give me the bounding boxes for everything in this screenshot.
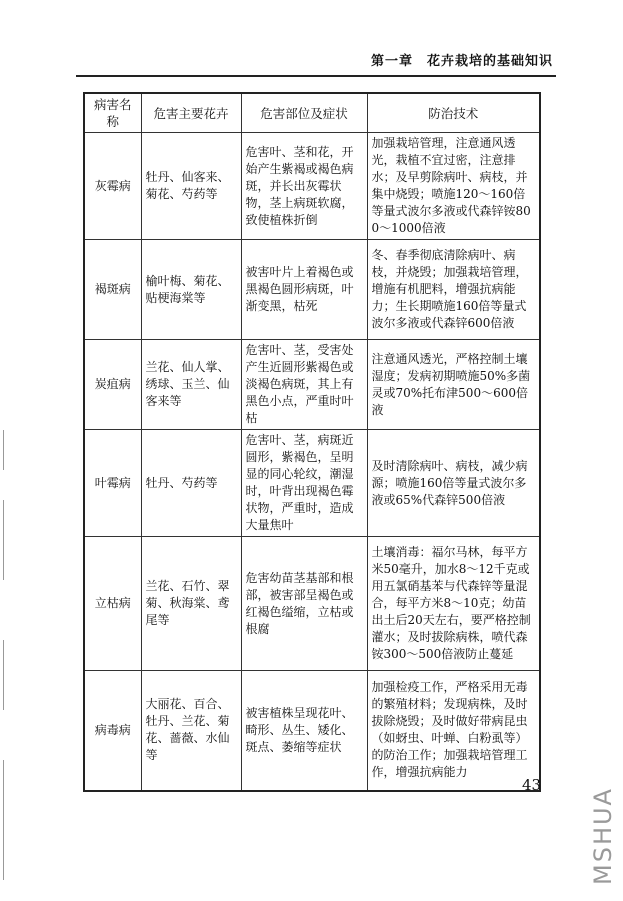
header-rule xyxy=(76,75,556,77)
host-flowers-cell: 兰花、石竹、翠菊、秋海棠、鸢尾等 xyxy=(141,537,241,671)
host-flowers-cell: 兰花、仙人掌、绣球、玉兰、仙客来等 xyxy=(141,340,241,430)
symptoms-cell: 被害植株呈现花叶、畸形、丛生、矮化、斑点、萎缩等症状 xyxy=(241,671,367,791)
table-row xyxy=(84,340,540,430)
host-flowers-cell: 牡丹、仙客来、菊花、芍药等 xyxy=(141,133,241,240)
margin-line xyxy=(3,640,4,710)
disease-name-cell: 褐斑病 xyxy=(84,240,141,340)
column-header: 病害名称 xyxy=(84,93,141,133)
symptoms-cell: 危害幼苗茎基部和根部，被害部呈褐色或红褐色缢缩，立枯或根腐 xyxy=(241,537,367,671)
watermark: MSHUA xyxy=(589,787,617,885)
table-row xyxy=(84,671,540,791)
control-method-cell: 加强栽培管理，注意通风透光，栽植不宜过密，注意排水；及早剪除病叶、病枝，并集中烧毁；喷施120～160倍等量式波尔多液或代森锌铵800～1000倍液 xyxy=(367,133,540,240)
host-flowers-cell: 大丽花、百合、牡丹、兰花、菊花、蔷薇、水仙等 xyxy=(141,671,241,791)
column-header: 危害部位及症状 xyxy=(241,93,367,133)
host-flowers-cell: 牡丹、芍药等 xyxy=(141,430,241,537)
margin-line xyxy=(3,500,4,580)
table-header-row xyxy=(84,93,540,133)
column-header: 防治技术 xyxy=(367,93,540,133)
disease-name-cell: 叶霉病 xyxy=(84,430,141,537)
control-method-cell: 加强检疫工作，严格采用无毒的繁殖材料；发现病株，及时拔除烧毁；及时做好带病昆虫（如蚜虫、叶蝉、白粉虱等）的防治工作；加强栽培管理工作，增强抗病能力 xyxy=(367,671,540,791)
table-row xyxy=(84,537,540,671)
table-row xyxy=(84,240,540,340)
running-header: 第一章 花卉栽培的基础知识 xyxy=(370,54,553,69)
control-method-cell: 冬、春季彻底清除病叶、病枝，并烧毁；加强栽培管理，增施有机肥料，增强抗病能力；生长期喷施160倍等量式波尔多液或代森锌600倍液 xyxy=(367,240,540,340)
symptoms-cell: 被害叶片上着褐色或黑褐色圆形病斑，叶渐变黑，枯死 xyxy=(241,240,367,340)
table-row xyxy=(84,133,540,240)
page-number: 43 xyxy=(522,776,542,794)
symptoms-cell: 危害叶、茎，病斑近圆形，紫褐色，呈明显的同心轮纹，潮湿时，叶背出现褐色霉状物，严重时，造成大量焦叶 xyxy=(241,430,367,537)
table-row xyxy=(84,430,540,537)
disease-name-cell: 灰霉病 xyxy=(84,133,141,240)
host-flowers-cell: 榆叶梅、菊花、贴梗海棠等 xyxy=(141,240,241,340)
margin-line xyxy=(3,760,4,880)
disease-table xyxy=(83,92,541,792)
disease-name-cell: 立枯病 xyxy=(84,537,141,671)
control-method-cell: 土壤消毒：福尔马林，每平方米50毫升，加水8～12千克或用五氯硝基苯与代森锌等量混合，每平方米8～10克；幼苗出土后20天左右，要严格控制灌水；及时拔除病株，喷代森铵300～500倍液防止蔓延 xyxy=(367,537,540,671)
symptoms-cell: 危害叶、茎和花，开始产生紫褐或褐色病斑，并长出灰霉状物，茎上病斑软腐，致使植株折倒 xyxy=(241,133,367,240)
margin-line xyxy=(3,430,4,470)
disease-name-cell: 炭疽病 xyxy=(84,340,141,430)
control-method-cell: 注意通风透光，严格控制土壤湿度；发病初期喷施50%多菌灵或70%托布津500～600倍液 xyxy=(367,340,540,430)
column-header: 危害主要花卉 xyxy=(141,93,241,133)
symptoms-cell: 危害叶、茎，受害处产生近圆形紫褐色或淡褐色病斑，其上有黑色小点，严重时叶枯 xyxy=(241,340,367,430)
disease-name-cell: 病毒病 xyxy=(84,671,141,791)
control-method-cell: 及时清除病叶、病枝，减少病源；喷施160倍等量式波尔多液或65%代森锌500倍液 xyxy=(367,430,540,537)
